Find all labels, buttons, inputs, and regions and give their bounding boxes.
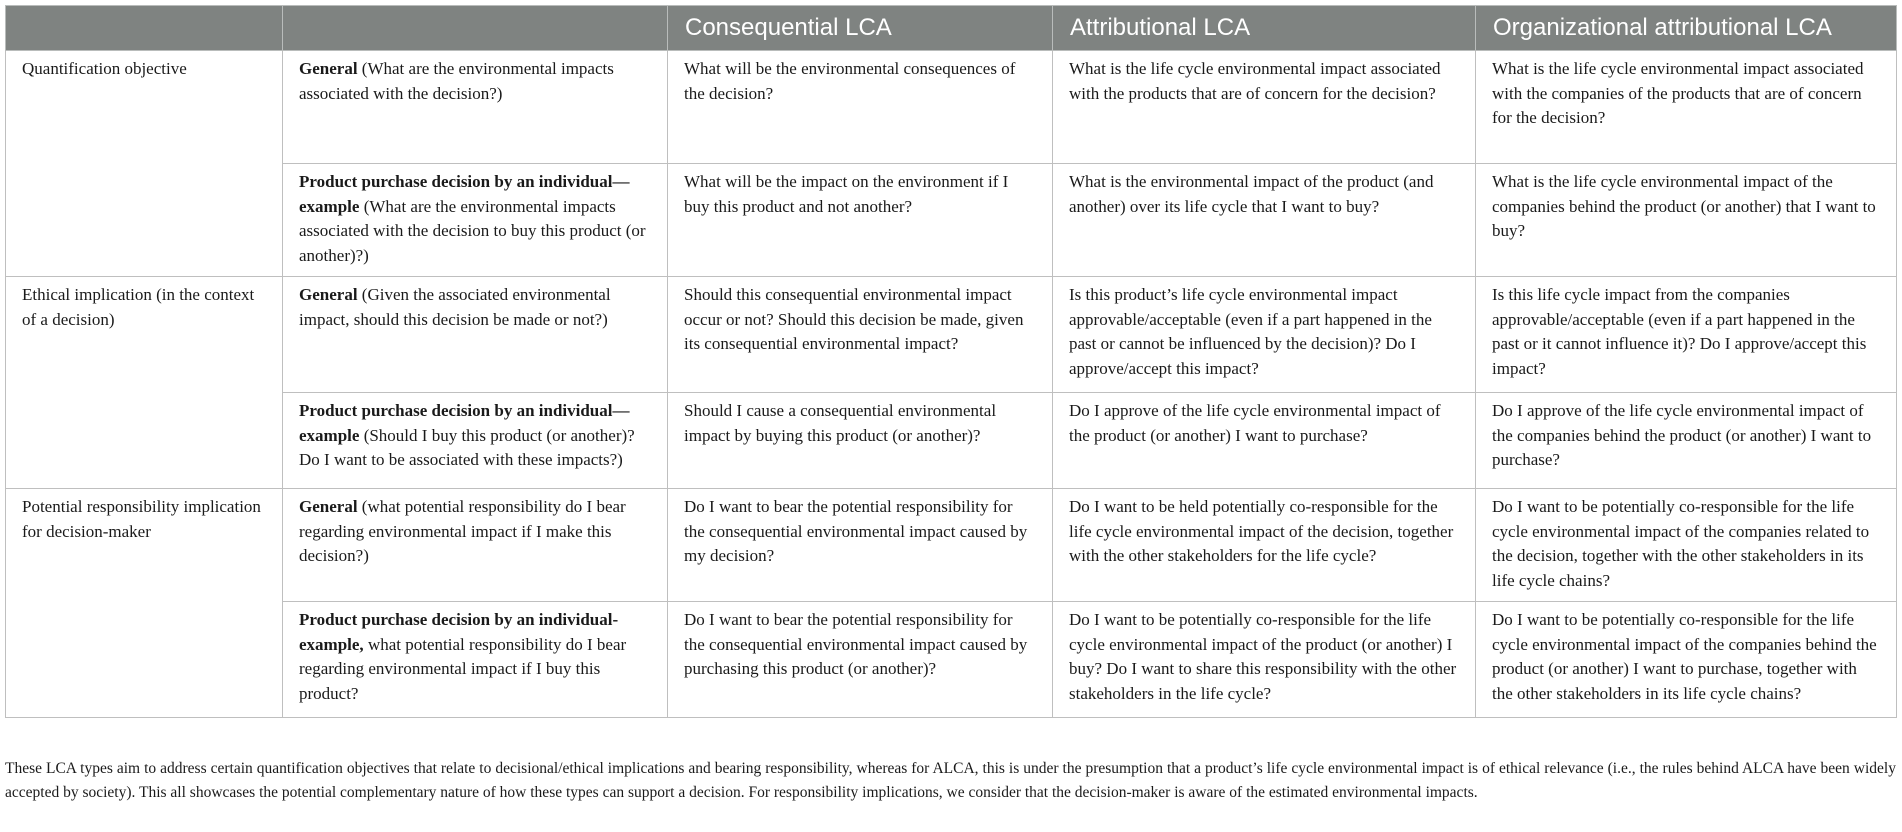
cell-attributional: Is this product’s life cycle environmental impact approvable/acceptable (even if a part happened in the past or cannot be influenced by the decision)? Do I approve/accept this impact? (1053, 277, 1476, 393)
header-organizational-attributional-lca: Organizational attributional LCA (1476, 6, 1897, 51)
cell-consequential: Should I cause a consequential environmental impact by buying this product (or another)? (668, 393, 1053, 489)
cell-attributional: Do I approve of the life cycle environmental impact of the product (or another) I want to purchase? (1053, 393, 1476, 489)
cell-consequential: What will be the environmental consequences of the decision? (668, 51, 1053, 164)
row-heading-responsibility-implication: Potential responsibility implication for decision-maker (6, 489, 283, 718)
row-heading-quantification-objective: Quantification objective (6, 51, 283, 277)
sub-heading-text: (Given the associated environmental impact, should this decision be made or not?) (299, 285, 611, 329)
table-row (6, 602, 1897, 718)
table-container (5, 5, 1896, 718)
header-row (6, 6, 1897, 51)
row-heading-ethical-implication: Ethical implication (in the context of a decision) (6, 277, 283, 489)
sub-heading-bold: Product purchase decision by an individual—example (299, 172, 630, 216)
cell-organizational: Do I want to be potentially co-responsible for the life cycle environmental impact of the companies related to the decision, together with the other stakeholders in its life cycle chains? (1476, 489, 1897, 602)
sub-heading-example (283, 393, 668, 489)
table-row (6, 393, 1897, 489)
sub-heading-text: (What are the environmental impacts associated with the decision to buy this product (or another)?) (299, 196, 646, 265)
table-footnote: These LCA types aim to address certain quantification objectives that relate to decisional/ethical implications and bearing responsibility, whereas for ALCA, this is under the presumption that a product’s life cycle environmental impact is of ethical relevance (i.e., the rules behind ALCA have been widely accepted by society). This all showcases the potential complementary nature of how these types can support a decision. For responsibility implications, we consider that the decision-maker is aware of the estimated environmental impacts. (5, 760, 1896, 801)
sub-heading-example (283, 602, 668, 718)
sub-heading-text: (what potential responsibility do I bear regarding environmental impact if I make this decision?) (299, 497, 626, 565)
cell-attributional: What is the environmental impact of the product (and another) over its life cycle that I want to buy? (1053, 164, 1476, 277)
cell-organizational: What is the life cycle environmental impact of the companies behind the product (or another) that I want to buy? (1476, 164, 1897, 277)
table-row (6, 489, 1897, 602)
header-consequential-lca: Consequential LCA (668, 6, 1053, 51)
cell-attributional: What is the life cycle environmental impact associated with the products that are of concern for the decision? (1053, 51, 1476, 164)
sub-heading-general (283, 277, 668, 393)
sub-heading-general (283, 489, 668, 602)
sub-heading-text: what potential responsibility do I bear regarding environmental impact if I buy this product? (299, 634, 627, 703)
cell-consequential: Do I want to bear the potential responsibility for the consequential environmental impact caused by purchasing this product (or another)? (668, 602, 1053, 718)
sub-heading-bold: Product purchase decision by an individual—example (299, 401, 630, 445)
cell-attributional: Do I want to be held potentially co-responsible for the life cycle environmental impact of the decision, together with the other stakeholders for the life cycle? (1053, 489, 1476, 602)
header-attributional-lca: Attributional LCA (1053, 6, 1476, 51)
cell-organizational: Do I want to be potentially co-responsible for the life cycle environmental impact of the companies behind the product (or another) I want to purchase, together with the other stakeholders in its life cycle chains? (1476, 602, 1897, 718)
cell-organizational: Is this life cycle impact from the companies approvable/acceptable (even if a part happened in the past or it cannot influence it)? Do I approve/accept this impact? (1476, 277, 1897, 393)
lca-comparison-table (5, 5, 1897, 718)
sub-heading-bold: Product purchase decision by an individual-example, (299, 610, 619, 654)
header-empty-2 (283, 6, 668, 51)
cell-attributional: Do I want to be potentially co-responsible for the life cycle environmental impact of the product (or another) I buy? Do I want to share this responsibility with the other stakeholders in the life cycle? (1053, 602, 1476, 718)
cell-consequential: What will be the impact on the environment if I buy this product and not another? (668, 164, 1053, 277)
table-row (6, 277, 1897, 393)
cell-consequential: Should this consequential environmental impact occur or not? Should this decision be made, given its consequential environmental impact? (668, 277, 1053, 393)
table-row (6, 51, 1897, 164)
header-empty-1 (6, 6, 283, 51)
cell-organizational: What is the life cycle environmental impact associated with the companies of the products that are of concern for the decision? (1476, 51, 1897, 164)
cell-organizational: Do I approve of the life cycle environmental impact of the companies behind the product (or another) I want to purchase? (1476, 393, 1897, 489)
table-row (6, 164, 1897, 277)
sub-heading-bold: General (299, 59, 358, 78)
sub-heading-text: (What are the environmental impacts associated with the decision?) (299, 59, 614, 103)
sub-heading-bold: General (299, 497, 358, 516)
sub-heading-example (283, 164, 668, 277)
cell-consequential: Do I want to bear the potential responsibility for the consequential environmental impact caused by my decision? (668, 489, 1053, 602)
sub-heading-general (283, 51, 668, 164)
sub-heading-bold: General (299, 285, 358, 304)
sub-heading-text: (Should I buy this product (or another)? Do I want to be associated with these impacts?) (299, 425, 635, 469)
